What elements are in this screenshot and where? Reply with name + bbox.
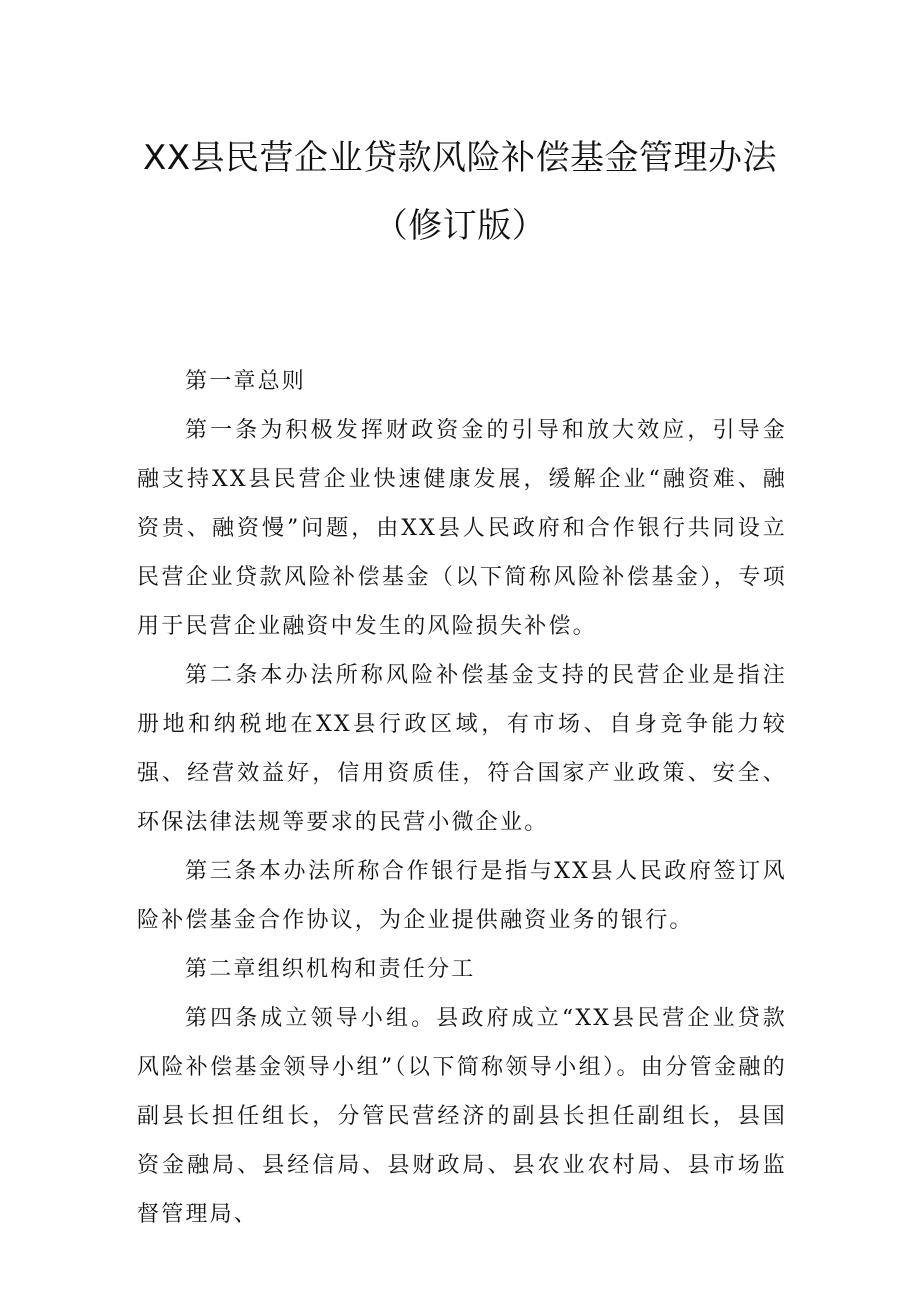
title-revision: （修订版）	[373, 206, 547, 246]
document-body	[137, 357, 787, 1239]
chapter-1-heading: 第一章总则	[185, 369, 307, 394]
document-title	[0, 124, 920, 260]
article-1: 第一条为积极发挥财政资金的引导和放大效应，引导金融支持XX县民营企业快速健康发展，缓解企业“融资难、融资贵、融资慢”问题，由XX县人民政府和合作银行共同设立民营企业贷款风险补偿基金（以下简称风险补偿基金），专项用于民营企业融资中发生的风险损失补偿。	[137, 418, 787, 639]
article-2: 第二条本办法所称风险补偿基金支持的民营企业是指注册地和纳税地在XX县行政区域，有市场、自身竞争能力较强、经营效益好，信用资质佳，符合国家产业政策、安全、环保法律法规等要求的民营小微企业。	[137, 663, 787, 835]
article-3: 第三条本办法所称合作银行是指与XX县人民政府签订风险补偿基金合作协议，为企业提供融资业务的银行。	[137, 859, 787, 933]
chapter-2-heading: 第二章组织机构和责任分工	[185, 957, 476, 982]
article-4: 第四条成立领导小组。县政府成立“XX县民营企业贷款风险补偿基金领导小组”（以下简称领导小组）。由分管金融的副县长担任组长，分管民营经济的副县长担任副组长，县国资金融局、县经信局、县财政局、县农业农村局、县市场监督管理局、	[137, 1006, 787, 1227]
title-main: XX县民营企业贷款风险补偿基金管理办法	[142, 138, 778, 178]
